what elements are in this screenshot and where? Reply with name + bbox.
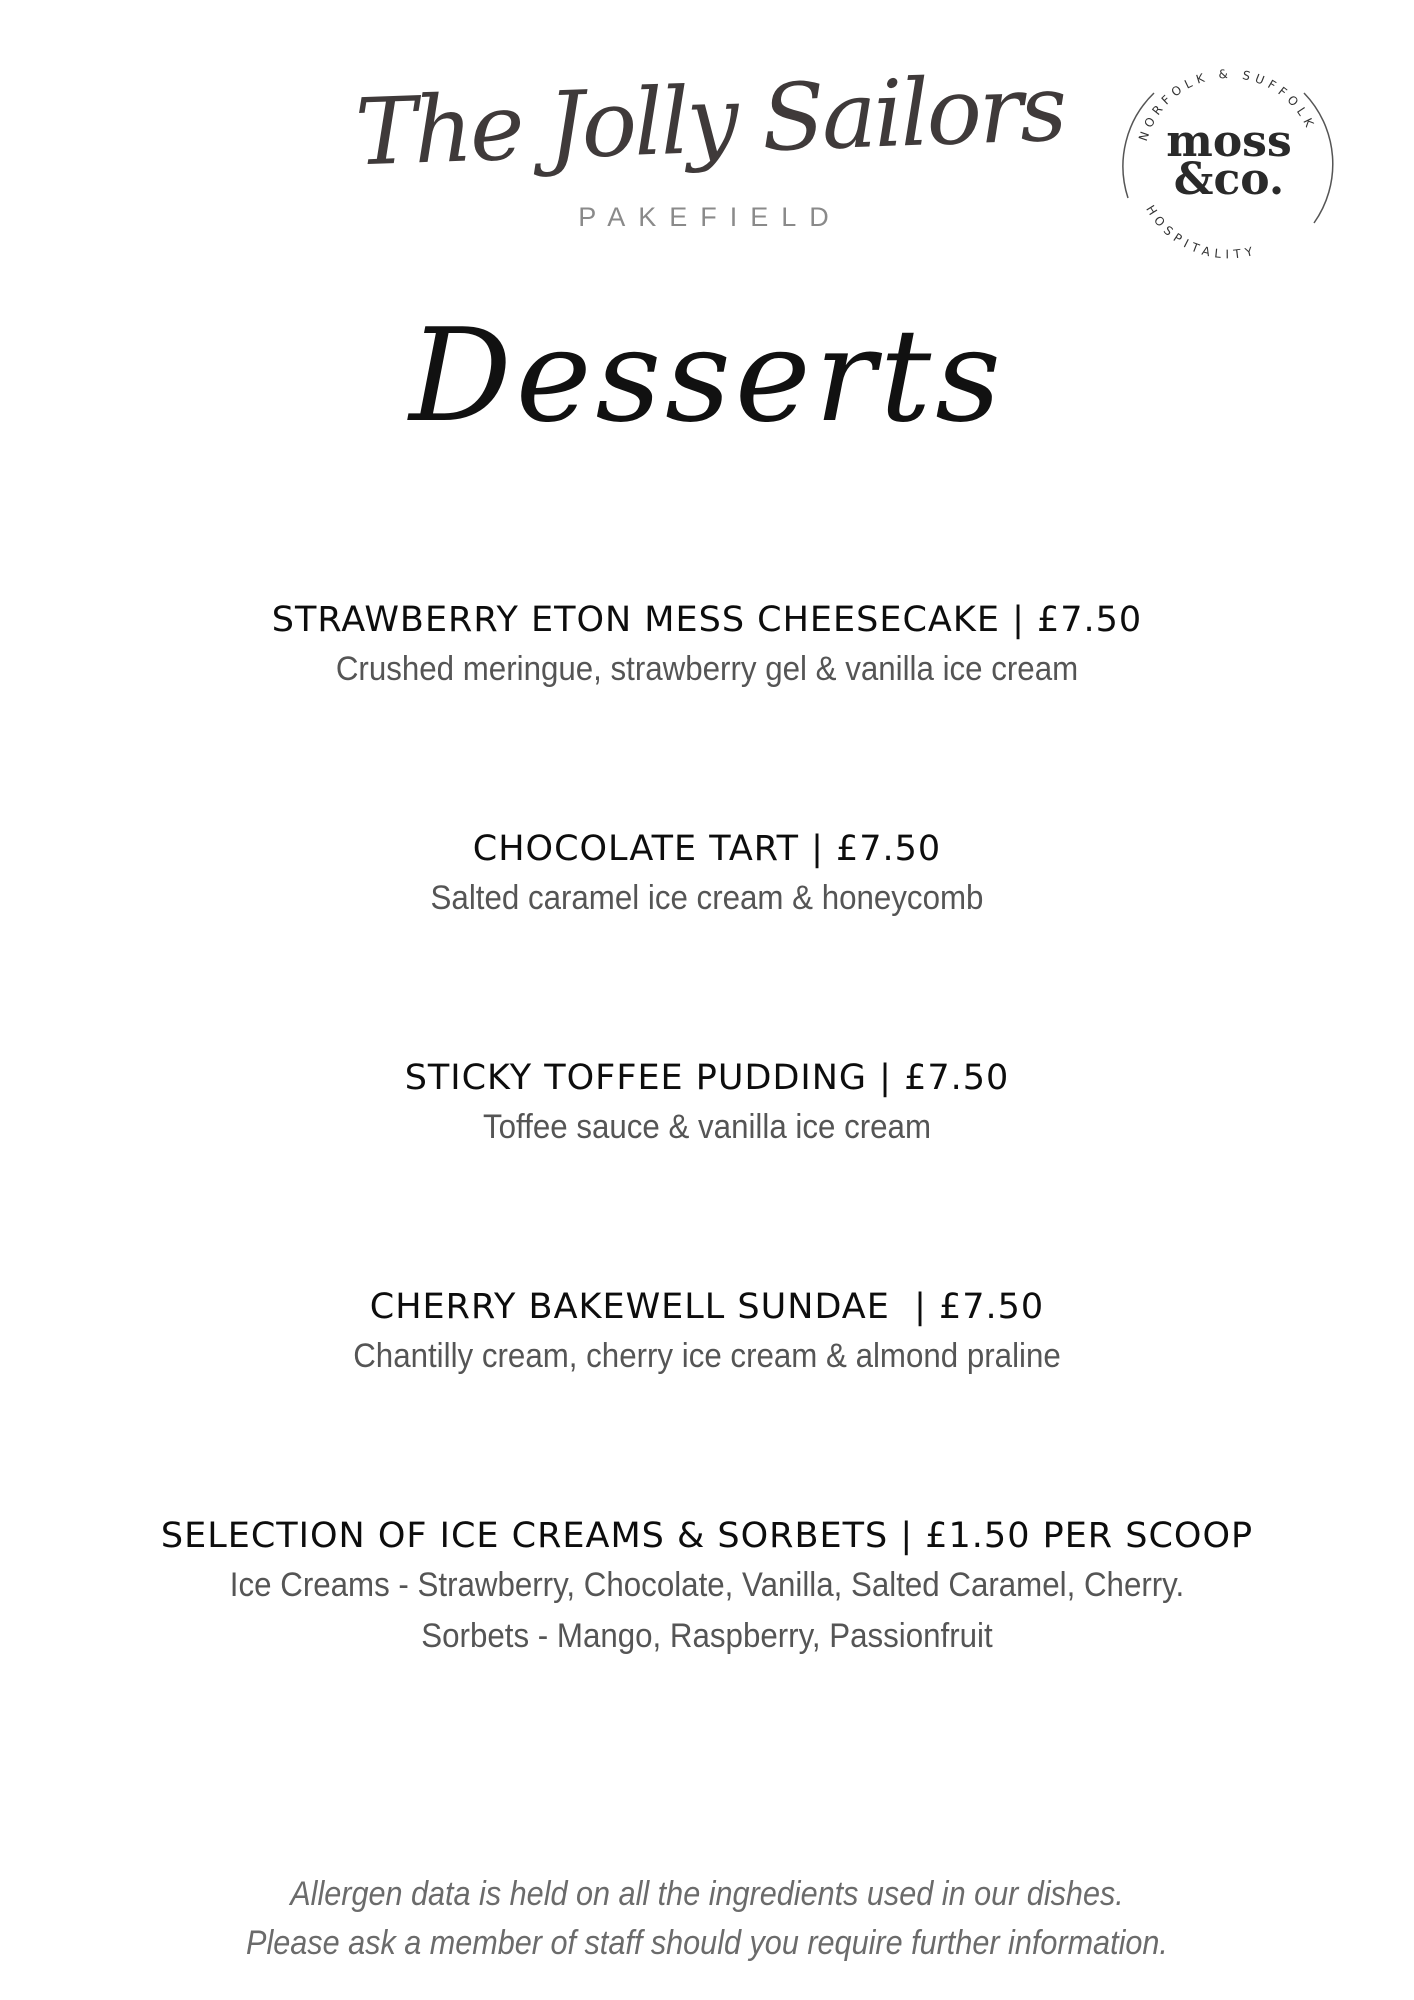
menu-item (60, 1512, 1354, 1662)
brand-name (353, 40, 1066, 190)
seal-name-line1: moss (1166, 116, 1292, 167)
seal-ring-bottom-text (1143, 203, 1259, 262)
seal-name-line2: &co. (1173, 154, 1285, 205)
menu-item-description: Salted caramel ice cream & honeycomb (430, 879, 984, 917)
menu-item (60, 825, 1354, 924)
menu-item-title: CHERRY BAKEWELL SUNDAE | £7.50 (369, 1287, 1045, 1327)
menu-item (60, 1054, 1354, 1153)
section-title-text: Desserts (409, 302, 1005, 451)
menu-item-title: STICKY TOFFEE PUDDING | £7.50 (404, 1058, 1010, 1098)
menu-item (60, 596, 1354, 695)
brand-logo (353, 40, 1066, 240)
section-title (357, 280, 1057, 460)
menu-item-title: STRAWBERRY ETON MESS CHEESECAKE | £7.50 (271, 600, 1143, 640)
menu-item-description: Chantilly cream, cherry ice cream & almond praline (353, 1337, 1061, 1375)
brand-name-text: The Jolly Sailors (353, 54, 1066, 187)
seal-ring-bottom-path: HOSPITALITY (1143, 202, 1260, 262)
menu-item-description: Sorbets - Mango, Raspberry, Passionfruit (421, 1617, 993, 1655)
menu-item-description: Toffee sauce & vanilla ice cream (482, 1108, 932, 1146)
menu-item (60, 1283, 1354, 1382)
menu-item-title: SELECTION OF ICE CREAMS & SORBETS | £1.50 PER SCOOP (160, 1516, 1254, 1556)
menu-item-title: CHOCOLATE TART | £7.50 (472, 829, 942, 869)
menu-item-description: Crushed meringue, strawberry gel & vanilla ice cream (335, 650, 1079, 688)
allergen-note (60, 1870, 1354, 1968)
allergen-note-line: Allergen data is held on all the ingredients used in our dishes. (290, 1875, 1124, 1913)
seal-ring-arc-left (1123, 93, 1154, 198)
dessert-menu (60, 596, 1354, 1792)
brand-location: PAKEFIELD (578, 202, 842, 232)
menu-item-description: Ice Creams - Strawberry, Chocolate, Vanilla, Salted Caramel, Cherry. (229, 1566, 1185, 1604)
moss-co-seal (1114, 48, 1344, 278)
seal-ring-top-path: NORFOLK & SUFFOLK (1135, 66, 1319, 143)
allergen-note-line: Please ask a member of staff should you require further information. (246, 1924, 1168, 1962)
